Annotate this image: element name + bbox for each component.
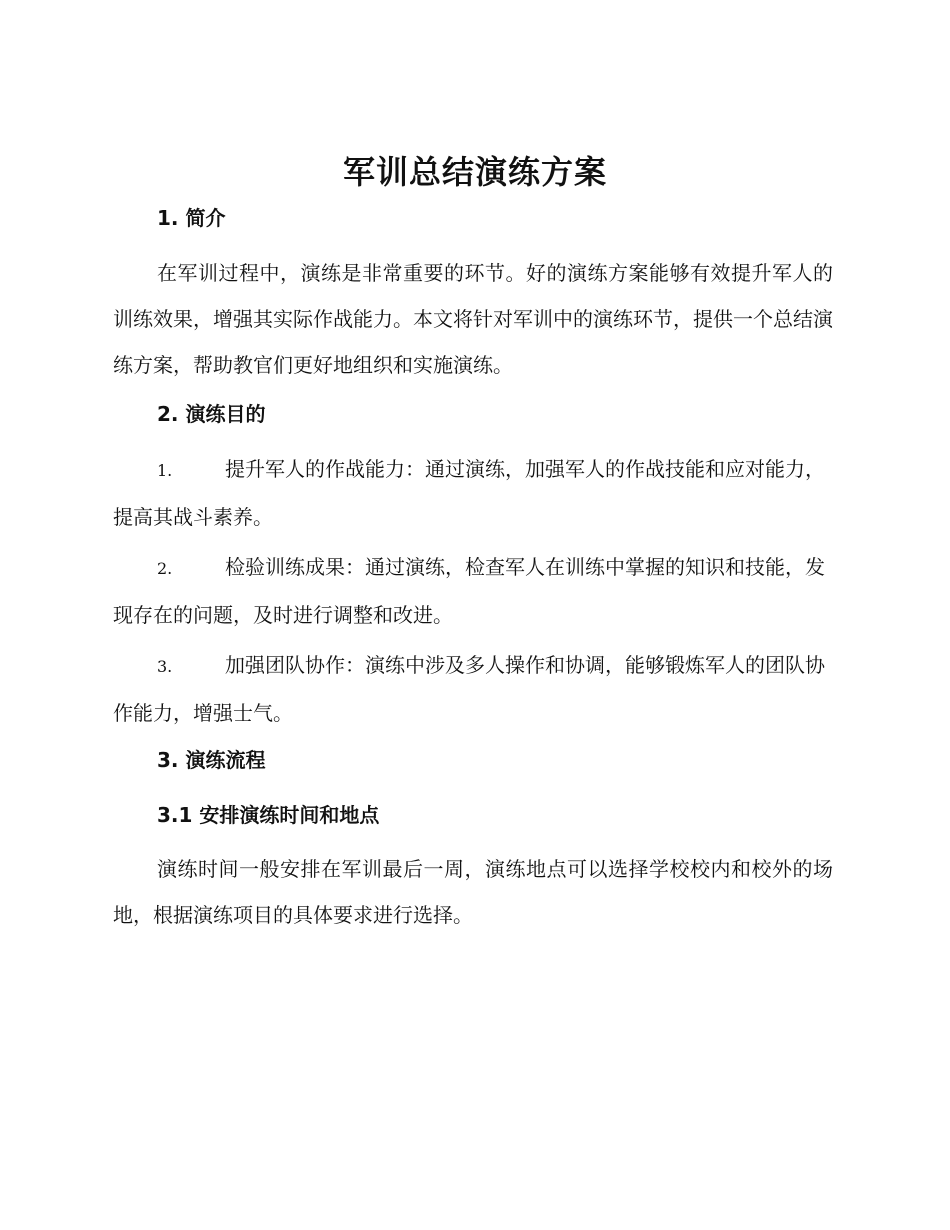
- goal-item-text: 加强团队协作：演练中涉及多人操作和协调，能够锻炼军人的团队协作能力，增强士气。: [113, 653, 825, 725]
- goal-list-item: [113, 642, 833, 736]
- goal-item-number: 2.: [157, 559, 173, 578]
- process-paragraph: 演练时间一般安排在军训最后一周，演练地点可以选择学校校内和校外的场地，根据演练项目的具体要求进行选择。: [113, 857, 833, 927]
- goal-list-item: [113, 544, 833, 638]
- section-heading-process: 3. 演练流程: [157, 748, 266, 772]
- section-heading-intro: 1. 简介: [157, 206, 226, 230]
- goal-item-text: 提升军人的作战能力：通过演练，加强军人的作战技能和应对能力，提高其战斗素养。: [113, 457, 825, 529]
- goal-list-item: [113, 446, 833, 540]
- document-title: 军训总结演练方案: [342, 153, 607, 191]
- section-heading-goals: 2. 演练目的: [157, 402, 266, 426]
- goal-item-number: 1.: [157, 461, 173, 480]
- goal-item-text: 检验训练成果：通过演练，检查军人在训练中掌握的知识和技能，发现存在的问题，及时进行调整和改进。: [113, 555, 825, 627]
- goal-item-number: 3.: [157, 657, 173, 676]
- subsection-heading-time-place: 3.1 安排演练时间和地点: [157, 803, 380, 827]
- intro-paragraph: 在军训过程中，演练是非常重要的环节。好的演练方案能够有效提升军人的训练效果，增强其实际作战能力。本文将针对军训中的演练环节，提供一个总结演练方案，帮助教官们更好地组织和实施演练。: [113, 261, 833, 377]
